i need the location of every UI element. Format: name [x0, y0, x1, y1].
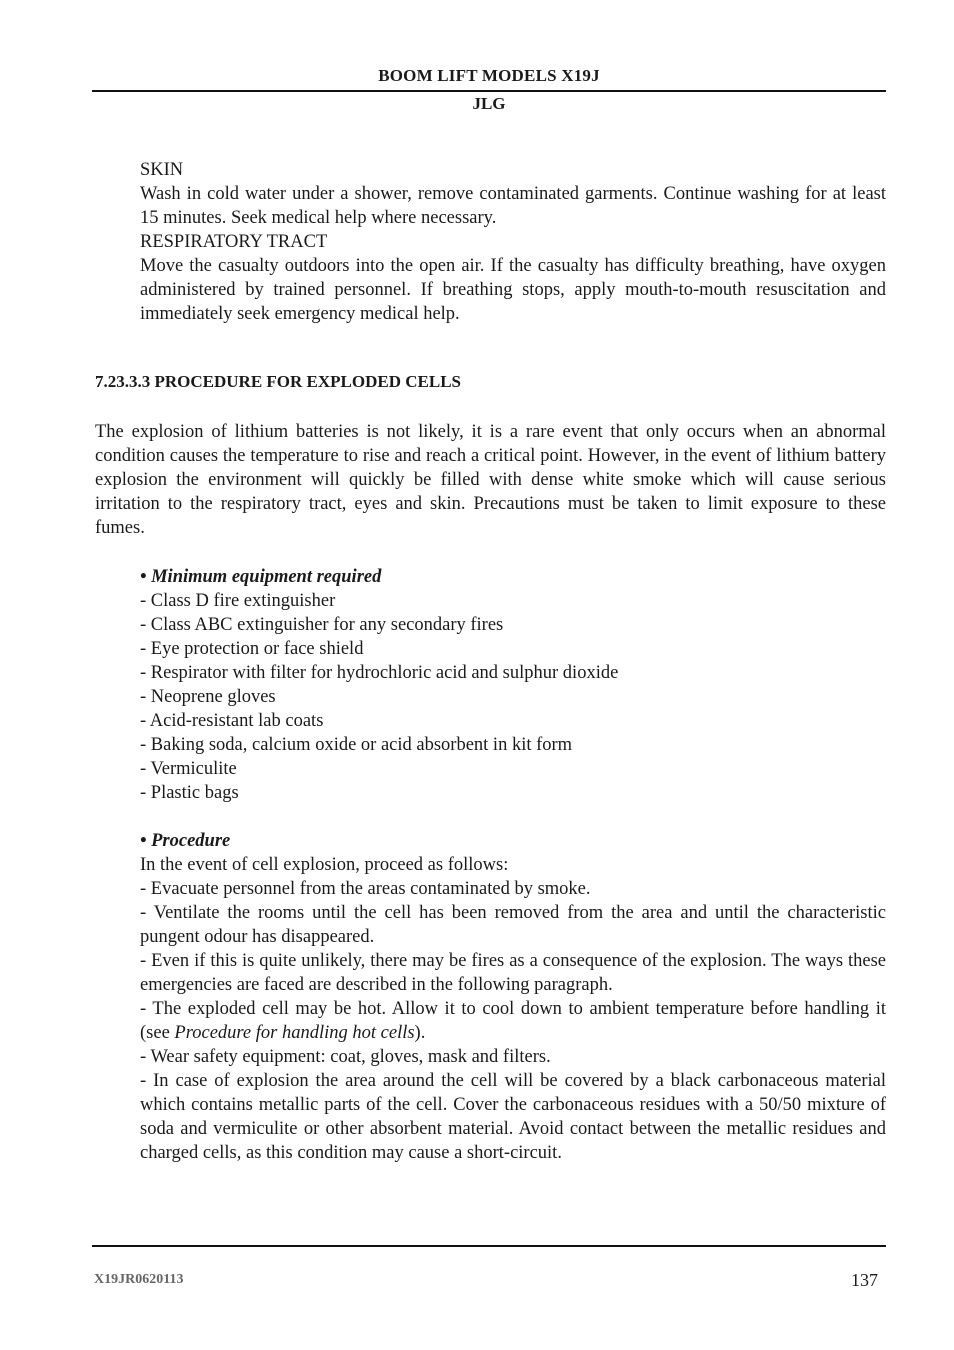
step4-suffix: ). [414, 1023, 426, 1043]
equipment-heading: • Minimum equipment required [140, 567, 382, 587]
procedure-step: - Wear safety equipment: coat, gloves, mask and filters. [140, 1047, 551, 1067]
list-item: - Eye protection or face shield [140, 639, 364, 659]
list-item: - Neoprene gloves [140, 687, 276, 707]
procedure-step: - Evacuate personnel from the areas contaminated by smoke. [140, 879, 591, 899]
respiratory-heading: RESPIRATORY TRACT [140, 232, 328, 252]
procedure-block [140, 829, 886, 1165]
list-item: - Vermiculite [140, 759, 237, 779]
procedure-heading: • Procedure [140, 831, 231, 851]
section-intro: The explosion of lithium batteries is not likely, it is a rare event that only occurs when an abnormal condition causes the temperature to rise and reach a critical point. However, in the event of lithium battery explosion the environment will quickly be filled with dense white smoke which will cause serious irritation to the respiratory tract, eyes and skin. Precautions must be taken to limit exposure to these fumes. [95, 422, 886, 538]
section-heading: 7.23.3.3 PROCEDURE FOR EXPLODED CELLS [95, 372, 462, 391]
first-aid-block [140, 158, 886, 326]
running-header-title: BOOM LIFT MODELS X19J [378, 66, 600, 85]
hot-cells-reference: Procedure for handling hot cells [174, 1023, 415, 1043]
document-code: X19JR0620113 [94, 1272, 184, 1287]
procedure-step: - Ventilate the rooms until the cell has been removed from the area and until the characteristic pungent odour has disappeared. [140, 903, 886, 947]
list-item: - Class D fire extinguisher [140, 591, 336, 611]
respiratory-text: Move the casualty outdoors into the open air. If the casualty has difficulty breathing, have oxygen administered by trained personnel. If breathing stops, apply mouth-to-mouth resuscitation and immediately seek emergency medical help. [140, 256, 886, 324]
page-number: 137 [851, 1270, 878, 1290]
procedure-step: - Even if this is quite unlikely, there may be fires as a consequence of the explosion. The ways these emergencies are faced are described in the following paragraph. [140, 951, 886, 995]
list-item: - Acid-resistant lab coats [140, 711, 324, 731]
step4-prefix: - The exploded cell may be hot. Allow it to cool down to ambient temperature before handling it (see [140, 999, 886, 1043]
skin-heading: SKIN [140, 160, 184, 180]
list-item: - Plastic bags [140, 783, 239, 803]
procedure-step [140, 997, 886, 1045]
header-divider [92, 90, 886, 92]
procedure-step: - In case of explosion the area around the cell will be covered by a black carbonaceous material which contains metallic parts of the cell. Cover the carbonaceous residues with a 50/50 mixture of soda and vermiculite or other absorbent material. Avoid contact between the metallic residues and charged cells, as this condition may cause a short-circuit. [140, 1071, 886, 1163]
equipment-list [140, 565, 886, 805]
list-item: - Respirator with filter for hydrochloric acid and sulphur dioxide [140, 663, 619, 683]
list-item: - Class ABC extinguisher for any secondary fires [140, 615, 504, 635]
running-header-brand: JLG [472, 94, 506, 113]
procedure-intro: In the event of cell explosion, proceed as follows: [140, 855, 509, 875]
skin-text: Wash in cold water under a shower, remove contaminated garments. Continue washing for at least 15 minutes. Seek medical help where necessary. [140, 184, 886, 228]
footer-divider [92, 1245, 886, 1247]
list-item: - Baking soda, calcium oxide or acid absorbent in kit form [140, 735, 573, 755]
